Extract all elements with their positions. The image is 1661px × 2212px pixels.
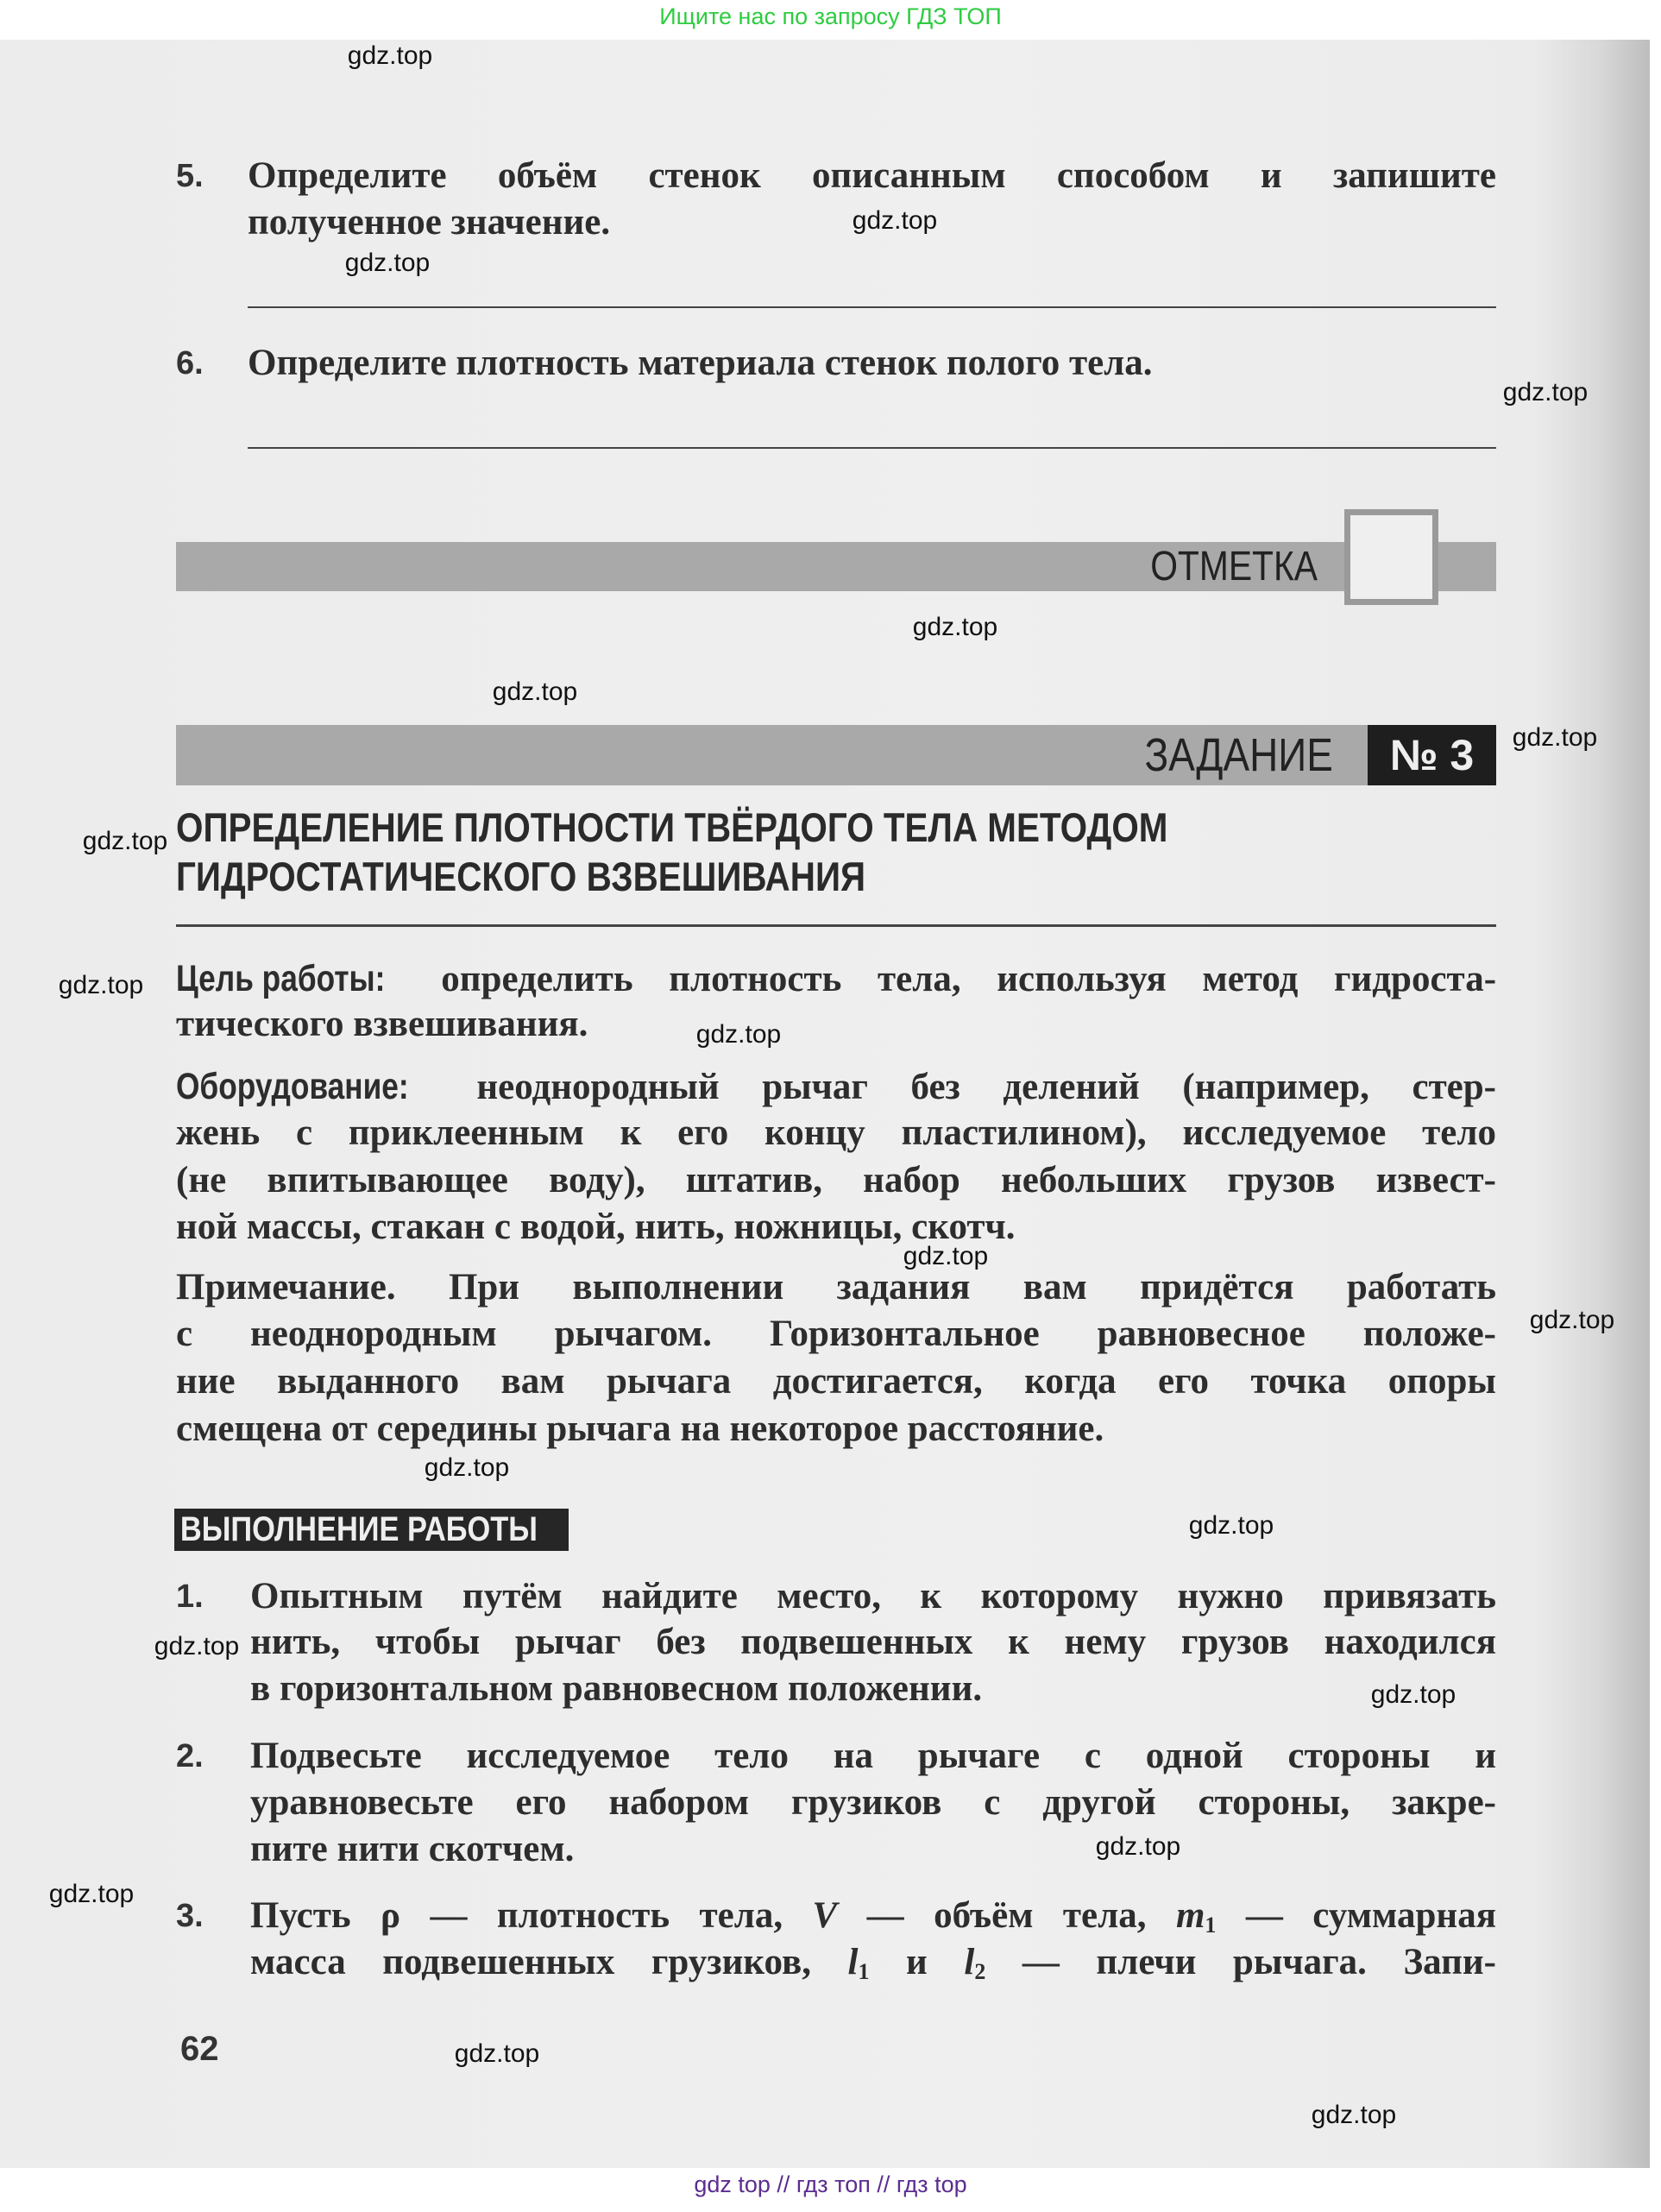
watermark: gdz.top [912, 613, 998, 641]
note-text: ние выданного вам рычага достигается, когда его точка опоры [176, 1361, 1496, 1402]
answer-line[interactable] [248, 306, 1496, 308]
step-text: в горизонтальном равновесном положении. [250, 1668, 983, 1709]
page-number: 62 [180, 2030, 219, 2068]
equipment-text: неоднородный рычаг без делений (например, стер- [476, 1067, 1497, 1107]
task-number: № 3 [1368, 725, 1496, 785]
grade-box[interactable] [1344, 509, 1438, 605]
step-text: Пусть ρ — плотность тела, V — объём тела, $m_1$ — суммарная [250, 1895, 1496, 1938]
procedure-label-box [174, 1509, 569, 1551]
note-text: смещена от середины рычага на некоторое расстояние. [176, 1408, 1104, 1449]
goal-label: Цель работы: [176, 958, 386, 999]
watermark: gdz.top [48, 1880, 135, 1908]
grade-label: ОТМЕТКА [1150, 544, 1318, 589]
note-line [176, 1264, 1496, 1311]
note-text: с неоднородным рычагом. Горизонтальное равновесное положе- [176, 1314, 1496, 1354]
watermark: gdz.top [154, 1632, 240, 1661]
watermark: gdz.top [58, 971, 144, 999]
equipment-label: Оборудование: [176, 1066, 409, 1107]
goal-line [176, 955, 1496, 1002]
step-text: уравновесьте его набором грузиков с другой стороны, закре- [250, 1782, 1496, 1823]
step-number: 1. [176, 1579, 204, 1615]
footer-links[interactable]: gdz top // гдз топ // гдз top [694, 2171, 967, 2197]
watermark: gdz.top [695, 1020, 782, 1049]
procedure-label: ВЫПОЛНЕНИЕ РАБОТЫ [179, 1510, 538, 1548]
step-text: нить, чтобы рычаг без подвешенных к нему грузов находился [250, 1622, 1496, 1662]
note-text: При выполнении задания вам придётся работать [448, 1267, 1496, 1308]
item-text: полученное значение. [248, 202, 611, 243]
equipment-text: (не впитывающее воду), штатив, набор небольших грузов извест- [176, 1160, 1496, 1201]
step-text: Опытным путём найдите место, к которому нужно привязать [250, 1576, 1496, 1616]
item-text: Определите объём стенок описанным способом и запишите [248, 155, 1496, 196]
equipment-line [176, 1063, 1496, 1110]
equipment-text: жень с приклеенным к его концу пластилином), исследуемое тело [176, 1112, 1496, 1153]
search-banner[interactable]: Ищите нас по запросу ГДЗ ТОП [659, 3, 1002, 29]
watermark: gdz.top [1311, 2101, 1397, 2129]
watermark: gdz.top [1095, 1832, 1181, 1861]
step-text: пите нити скотчем. [250, 1829, 575, 1869]
item-number: 5. [176, 158, 204, 194]
watermark: gdz.top [424, 1453, 510, 1482]
task-label: ЗАДАНИЕ [1144, 729, 1333, 781]
step-text: масса подвешенных грузиков, $l_1$ и $l_2$ — плечи рычага. Запи- [250, 1942, 1496, 1984]
watermark: gdz.top [852, 206, 938, 235]
title-divider [176, 924, 1496, 927]
work-title: ОПРЕДЕЛЕНИЕ ПЛОТНОСТИ ТВЁРДОГО ТЕЛА МЕТОДОМ [176, 804, 1168, 850]
watermark: gdz.top [492, 677, 578, 706]
work-title: ГИДРОСТАТИЧЕСКОГО ВЗВЕШИВАНИЯ [176, 854, 866, 899]
watermark: gdz.top [347, 41, 433, 70]
watermark: gdz.top [1512, 723, 1598, 752]
watermark: gdz.top [1370, 1680, 1457, 1709]
item-text: Определите плотность материала стенок полого тела. [248, 343, 1153, 383]
step-number: 2. [176, 1738, 204, 1774]
watermark: gdz.top [1529, 1306, 1615, 1334]
goal-text: определить плотность тела, используя метод гидроста- [441, 959, 1497, 999]
watermark: gdz.top [344, 249, 431, 277]
watermark: gdz.top [903, 1242, 989, 1270]
answer-line[interactable] [248, 447, 1496, 449]
step-text: Подвесьте исследуемое тело на рычаге с одной стороны и [250, 1736, 1496, 1776]
watermark: gdz.top [1188, 1511, 1274, 1540]
goal-text: тического взвешивания. [176, 1004, 588, 1044]
note-label: Примечание. [176, 1267, 396, 1308]
item-number: 6. [176, 345, 204, 381]
watermark: gdz.top [454, 2039, 540, 2068]
step-number: 3. [176, 1898, 204, 1934]
watermark: gdz.top [82, 827, 168, 855]
watermark: gdz.top [1502, 378, 1589, 406]
equipment-text: ной массы, стакан с водой, нить, ножницы, скотч. [176, 1207, 1016, 1247]
